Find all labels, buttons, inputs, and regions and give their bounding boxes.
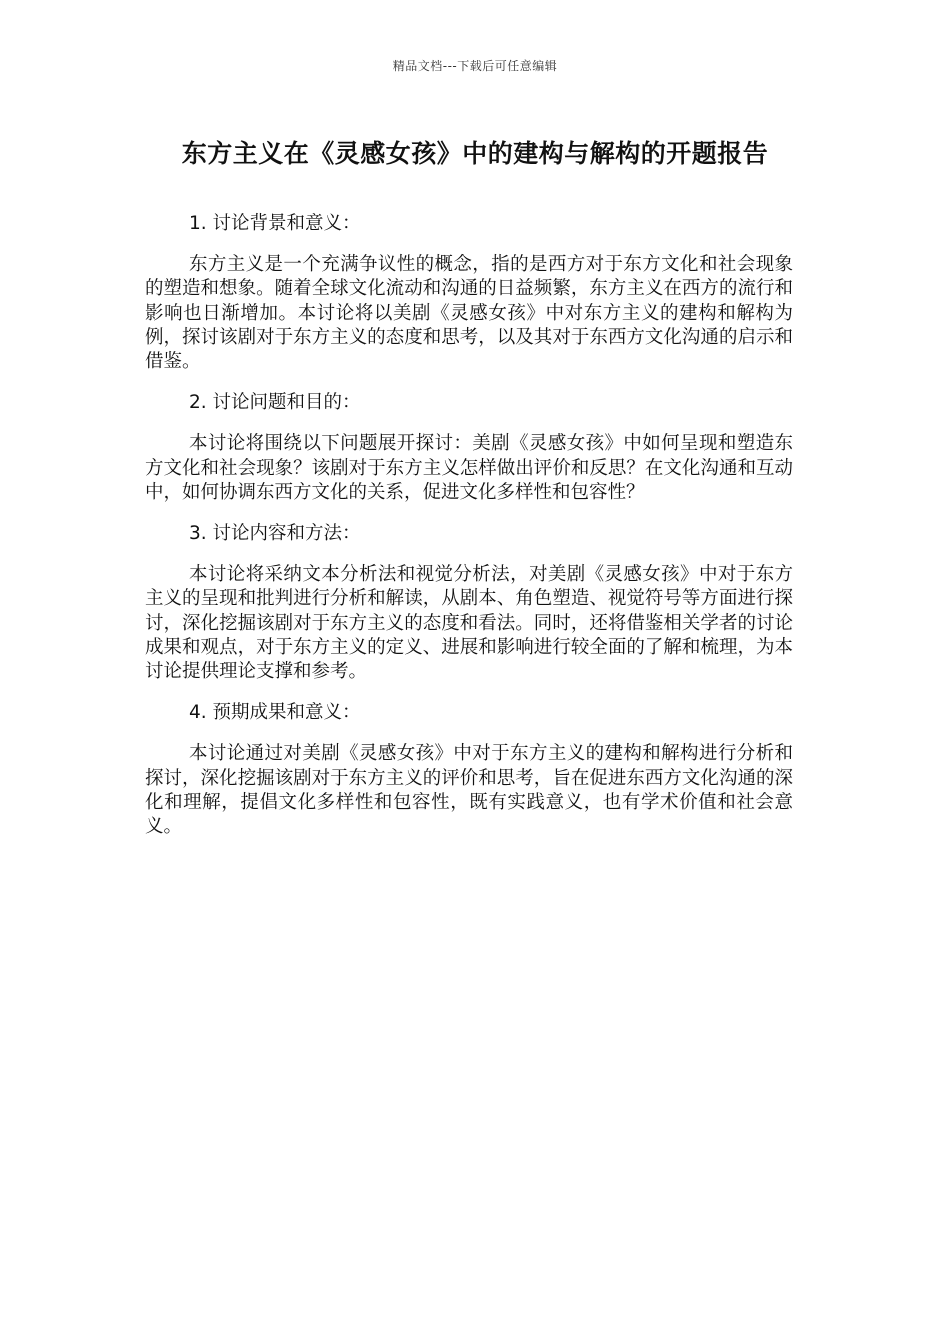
section-heading-3: 3. 讨论内容和方法： xyxy=(189,523,361,545)
section-heading-2: 2. 讨论问题和目的： xyxy=(189,392,361,414)
document-title: 东方主义在《灵感女孩》中的建构与解构的开题报告 xyxy=(181,139,769,168)
section-body-2: 本讨论将围绕以下问题展开探讨：美剧《灵感女孩》中如何呈现和塑造东方文化和社会现象？该剧对于东方主义怎样做出评价和反思？在文化沟通和互动中，如何协调东西方文化的关系，促进文化多样性和包容性？ xyxy=(145,433,793,503)
section-body-1: 东方主义是一个充满争议性的概念，指的是西方对于东方文化和社会现象的塑造和想象。随着全球文化流动和沟通的日益频繁，东方主义在西方的流行和影响也日渐增加。本讨论将以美剧《灵感女孩》中对东方主义的建构和解构为例，探讨该剧对于东方主义的态度和思考，以及其对于东西方文化沟通的启示和借鉴。 xyxy=(145,254,793,373)
section-body-4: 本讨论通过对美剧《灵感女孩》中对于东方主义的建构和解构进行分析和探讨，深化挖掘该剧对于东方主义的评价和思考，旨在促进东西方文化沟通的深化和理解，提倡文化多样性和包容性，既有实践意义，也有学术价值和社会意义。 xyxy=(145,743,793,838)
section-heading-1: 1. 讨论背景和意义： xyxy=(189,213,361,234)
section-body-3: 本讨论将采纳文本分析法和视觉分析法，对美剧《灵感女孩》中对于东方主义的呈现和批判进行分析和解读，从剧本、角色塑造、视觉符号等方面进行探讨，深化挖掘该剧对于东方主义的态度和看法。同时，还将借鉴相关学者的讨论成果和观点，对于东方主义的定义、进展和影响进行较全面的了解和梳理，为本讨论提供理论支撑和参考。 xyxy=(145,564,793,683)
page-header: 精品文档---下载后可任意编辑 xyxy=(392,59,558,73)
document-body xyxy=(145,212,793,856)
section-heading-4: 4. 预期成果和意义： xyxy=(189,702,361,724)
